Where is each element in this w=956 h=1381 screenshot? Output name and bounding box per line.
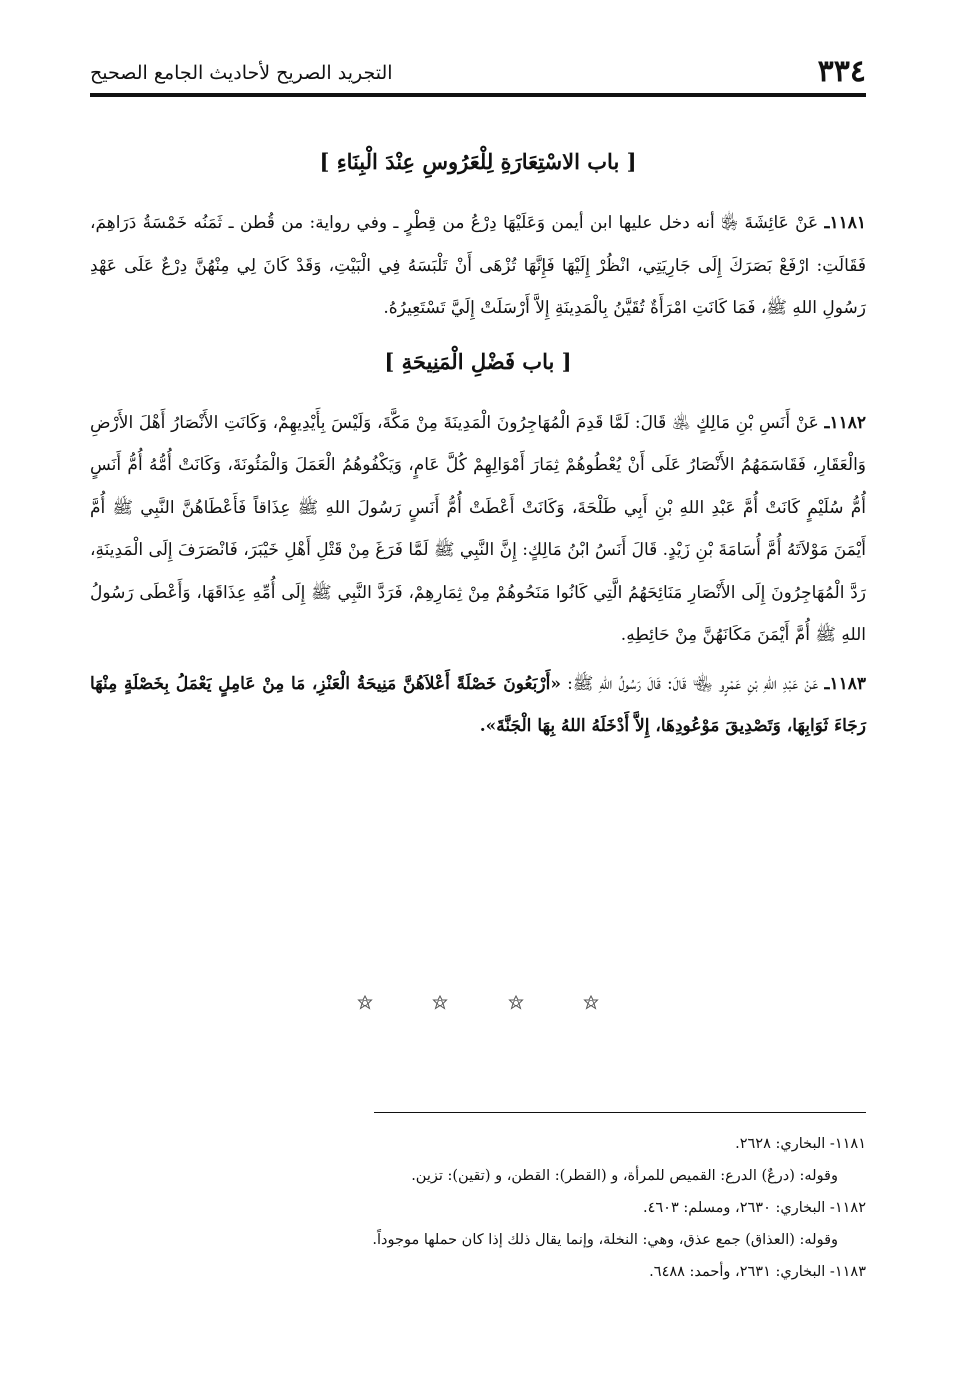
star-ornament-icon [583,995,599,1011]
ornament-separator [0,992,956,1011]
chapter-heading: [ باب فَضْلِ الْمَنِيحَةِ ] [384,348,572,374]
running-title: التجريد الصريح لأحاديث الجامع الصحيح [90,62,393,84]
footnotes [90,1128,866,1288]
hadith-text: عَنْ أَنَسِ بْنِ مَالِكٍ ﵁ قَالَ: لَمَّا قَدِمَ الْمُهَاجِرُونَ الْمَدِينَةَ مِنْ مَكَّةَ، وَلَيْسَ بِأَيْدِيهِمْ، وَكَانَتِ الأَنْصَارُ أَهْلَ الأَرْضِ وَالْعَقَارِ، فَقَاسَمَهُمُ الأَنْصَارُ عَلَى أَنْ يُعْطُوهُمْ ثِمَارَ أَمْوَالِهِمْ كُلَّ عَامٍ، وَيَكْفُوهُمُ الْعَمَلَ وَالْمَئُونَةَ، وَكَانَتْ أُمُّهُ أُمُّ أَنَسٍ أُمُّ سُلَيْمٍ كَانَتْ أُمَّ عَبْدِ اللهِ بْنِ أَبِي طَلْحَةَ، وَكَانَتْ أَعْطَتْ أُمُّ أَنَسٍ رَسُولَ اللهِ ﷺ عِذَاقاً فَأَعْطَاهُنَّ النَّبِي ﷺ أُمَّ أَيْمَنَ مَوْلاَتَهُ أُمَّ أُسَامَةَ بْنِ زَيْدٍ. قَالَ أَنَسُ ابْنُ مَالِكٍ: إِنَّ النَّبِي ﷺ لَمَّا فَرَغَ مِنْ قَتْلِ أَهْلِ خَيْبَرَ، فَانْصَرَفَ إِلَى الْمَدِينَةِ، رَدَّ الْمُهَاجِرُونَ إِلَى الأَنْصَارِ مَنَائِحَهُمُ الَّتِي كَانُوا مَنَحُوهُمْ مِنْ ثِمَارِهِمْ، فَرَدَّ النَّبِي ﷺ إِلَى أُمِّهِ عِذَاقَهَا، وَأَعْطَى رَسُولُ اللهِ ﷺ أُمَّ أَيْمَنَ مَكَانَهُنَّ مِنْ حَائِطِهِ. [90,412,866,645]
running-header [90,52,866,92]
footnote-gloss: وقوله: (درعٌ) الدرع: القميص للمرأة، و (القطر): القطن، و (تقين): تزين. [411,1168,838,1184]
hadith-paragraph [90,402,866,657]
hadith-number: ١١٨١ـ [824,213,866,233]
hadith-paragraph [90,202,866,330]
footnote-gloss: وقوله: (العذاق) جمع عذق، وهي: النخلة، وإنما يقال ذلك إذا كان حملها موجوداً. [372,1232,838,1248]
footnote-reference: ١١٨١- البخاري: ٢٦٢٨. [735,1136,866,1152]
hadith-number: ١١٨٣ـ [824,673,867,694]
hadith-text: عَنْ عَائِشَةَ ﵂ أنه دخل عليها ابن أيمن وَعَلَيْهَا دِرْعُ من قِطْرٍ ـ وفي رواية: من قُطن ـ ثَمَنُه خَمْسَةُ دَرَاهِمَ، فَقَالَتِ: ارْفَعْ بَصَرَكَ إِلَى جَارِيَتِي، انْظُرْ إِلَيْهَا فَإِنَّهَا تُزْهَى أَنْ تَلْبَسَهُ فِي الْبَيْتِ، وَقَدْ كَانَ لِي مِنْهُنَّ دِرْعٌ عَلَى عَهْدِ رَسُولِ اللهِ ﷺ، فَمَا كَانَتِ امْرَأَةٌ تُقَيَّنُ بِالْمَدِينَةِ إِلاَّ أَرْسَلَتْ إِلَيَّ تَسْتَعِيرُهُ. [90,213,866,318]
hadith-quote: «أَرْبَعُونَ خَصْلَةً أَعْلاَهُنَّ مَنِيحَةُ الْعَنْزِ، مَا مِنْ عَامِلٍ يَعْمَلُ بِخَصْلَةٍ مِنْهَا رَجَاءَ ثَوَابِهَا، وَتَصْدِيقَ مَوْعُودِهَا، إِلاَّ أَدْخَلَهُ اللهُ بِهَا الْجَنَّةَ». [90,673,866,736]
header-rule [90,93,866,97]
main-text [90,130,866,754]
star-ornament-icon [432,995,448,1011]
star-ornament-icon [357,995,373,1011]
hadith-text: عَنْ عَبْدِ اللهِ بْنِ عَمْرٍو ﵄ قَالَ: قَالَ رَسُولُ اللهِ ﷺ: [567,673,819,694]
footnote-rule [374,1112,866,1113]
hadith-paragraph [90,663,866,748]
footnote-reference: ١١٨٣- البخاري: ٢٦٣١، وأحمد: ٦٤٨٨. [649,1264,866,1280]
star-ornament-icon [508,995,524,1011]
page-number: ٣٣٤ [817,54,866,89]
chapter-heading: [ باب الاسْتِعَارَةِ لِلْعَرُوسِ عِنْدَ الْبِنَاءِ ] [319,149,637,174]
footnote-reference: ١١٨٢- البخاري: ٢٦٣٠، ومسلم: ٤٦٠٣. [643,1200,866,1216]
hadith-number: ١١٨٢ـ [824,412,866,433]
